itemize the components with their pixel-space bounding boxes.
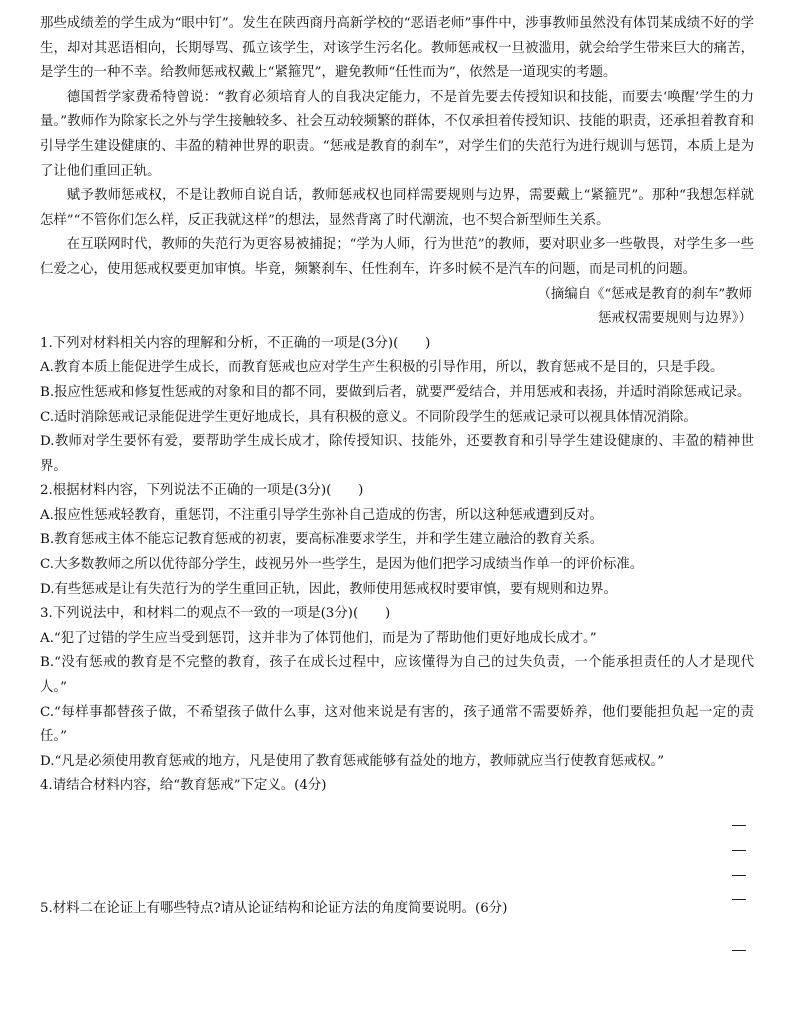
question-5-stem: 5.材料二在论证上有哪些特点?请从论证结构和论证方法的角度简要说明。(6分)	[40, 901, 508, 916]
answer-line	[732, 950, 746, 951]
question-3-option-d: D.“凡是必须使用教育惩戒的地方，凡是使用了教育惩戒能够有益处的地方，教师就应当行使教育惩戒权。”	[40, 753, 665, 769]
question-3	[40, 602, 754, 774]
question-4-answer-area[interactable]	[40, 799, 754, 897]
passage-paragraph-4: 在互联网时代，教师的失范行为更容易被捕捉；“学为人师，行为世范”的教师，要对职业多一些敬畏，对学生多一些仁爱之心，使用惩戒权要更加审慎。毕竟，频繁刹车、任性刹车，许多时候不是汽车的问题，而是司机的问题。	[40, 237, 754, 277]
question-2-stem: 2.根据材料内容，下列说法不正确的一项是(3分)( )	[40, 483, 364, 499]
question-3-option-c: C.“每样事都替孩子做，不希望孩子做什么事，这对他来说是有害的，孩子通常不需要娇养，他们要能担负起一定的责任。”	[40, 704, 754, 745]
question-1-option-b: B.报应性惩戒和修复性惩戒的对象和目的都不同，要做到后者，就要严爱结合，并用惩戒和表扬，并适时消除惩戒记录。	[40, 384, 751, 400]
answer-line	[732, 850, 746, 851]
question-2-option-b: B.教育惩戒主体不能忘记教育惩戒的初衷，要高标准要求学生，并和学生建立融洽的教育关系。	[40, 532, 604, 548]
question-5	[40, 897, 754, 962]
passage-paragraph-2: 德国哲学家费希特曾说：“教育必须培育人的自我决定能力，不是首先要去传授知识和技能，而要去‘唤醒’学生的力量。”教师作为除家长之外与学生接触较多、社会互动较频繁的群体，不仅承担着传授知识、技能的职责，还承担着教育和引导学生建设健康的、丰盈的精神世界的职责。“惩戒是教育的刹车”，对学生们的失范行为进行规训与惩罚，本质上是为了让他们重回正轨。	[40, 89, 754, 179]
question-2-option-c: C.大多数教师之所以优待部分学生，歧视另外一些学生，是因为他们把学习成绩当作单一的评价标准。	[40, 557, 644, 573]
question-2-option-a: A.报应性惩戒轻教育，重惩罚，不注重引导学生弥补自己造成的伤害，所以这种惩戒遭到反对。	[40, 507, 603, 523]
question-3-stem: 3.下列说法中，和材料二的观点不一致的一项是(3分)( )	[40, 606, 391, 622]
question-1	[40, 332, 754, 480]
question-1-stem: 1.下列对材料相关内容的理解和分析，不正确的一项是(3分)( )	[40, 335, 431, 351]
answer-line	[732, 899, 746, 900]
question-1-option-c: C.适时消除惩戒记录能促进学生更好地成长，具有积极的意义。不同阶段学生的惩戒记录可以视具体情况消除。	[40, 409, 697, 425]
question-2-option-d: D.有些惩戒是让有失范行为的学生重回正轨，因此，教师使用惩戒权时要审慎，要有规则和边界。	[40, 581, 617, 597]
answer-line	[732, 825, 746, 826]
passage-paragraph-3: 赋予教师惩戒权，不是让教师自说自话，教师惩戒权也同样需要规则与边界，需要戴上“紧箍咒”。那种“我想怎样就怎样”“不管你们怎么样，反正我就这样”的想法，显然背离了时代潮流，也不契合新型师生关系。	[40, 188, 754, 228]
question-1-option-a: A.教育本质上能促进学生成长，而教育惩戒也应对学生产生积极的引导作用，所以，教育惩戒不是目的，只是手段。	[40, 360, 724, 376]
answer-line	[732, 875, 746, 876]
source-citation-line-1: （摘编自《“惩戒是教育的刹车”教师	[537, 286, 752, 302]
question-3-option-a: A.“犯了过错的学生应当受到惩罚，这并非为了体罚他们，而是为了帮助他们更好地成长成才。”	[40, 630, 597, 646]
question-5-answer-area[interactable]	[40, 922, 754, 962]
question-1-option-d: D.教师对学生要怀有爱，要帮助学生成长成才，除传授知识、技能外，还要教育和引导学生建设健康的、丰盈的精神世界。	[40, 434, 754, 474]
question-4	[40, 774, 754, 897]
exam-page	[40, 12, 754, 962]
question-2	[40, 479, 754, 602]
question-3-option-b: B.“没有惩戒的教育是不完整的教育，孩子在成长过程中，应该懂得为自己的过失负责，一个能承担责任的人才是现代人。”	[40, 655, 754, 696]
question-4-stem: 4.请结合材料内容，给“教育惩戒”下定义。(4分)	[40, 778, 327, 794]
source-citation-line-2: 惩戒权需要规则与边界》）	[598, 311, 752, 327]
passage-paragraph-1: 那些成绩差的学生成为“眼中钉”。发生在陕西商丹高新学校的“恶语老师”事件中，涉事教师虽然没有体罚某成绩不好的学生，却对其恶语相向，长期辱骂、孤立该学生，对该学生污名化。教师惩戒权一旦被滥用，就会给学生带来巨大的痛苦，是学生的一种不幸。给教师惩戒权戴上“紧箍咒”，避免教师“任性而为”，依然是一道现实的考题。	[40, 16, 754, 81]
